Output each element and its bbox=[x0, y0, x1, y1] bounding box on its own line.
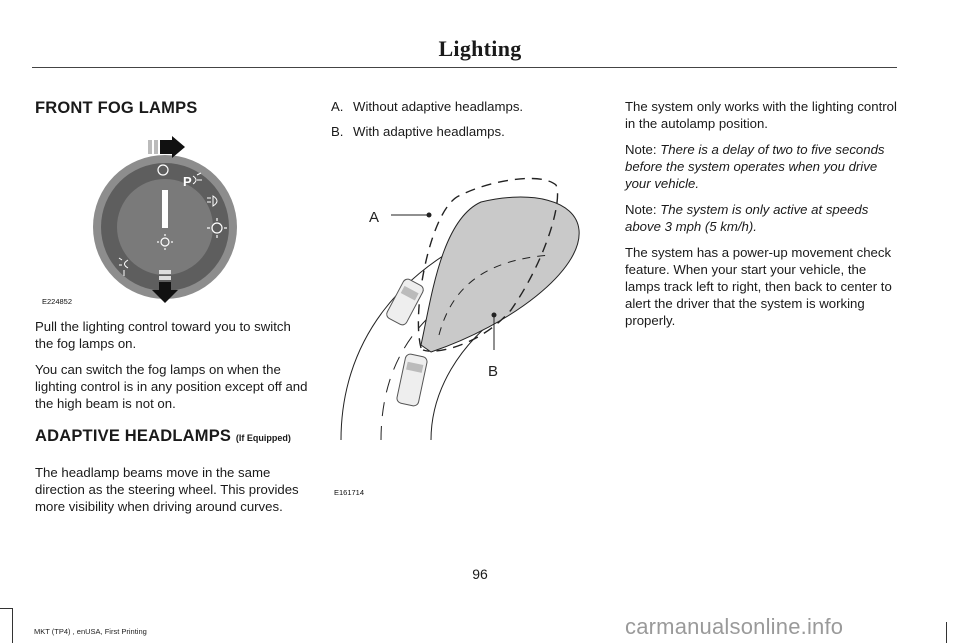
middle-column bbox=[331, 98, 606, 148]
crop-mark-left bbox=[12, 608, 13, 643]
callout-b-label: B bbox=[488, 363, 499, 380]
footer-text: MKT (TP4) , enUSA, First Printing bbox=[34, 627, 147, 636]
left-column bbox=[35, 100, 310, 117]
watermark-text: carmanualsonline.info bbox=[625, 614, 844, 639]
fog-figure-id: E224852 bbox=[42, 297, 73, 306]
note-1-text: There is a delay of two to five seconds before the system operates when you drive your vehicle. bbox=[625, 142, 885, 191]
note-1-label: Note: bbox=[625, 142, 657, 157]
list-item-b bbox=[331, 123, 606, 140]
adaptive-paragraph: The headlamp beams move in the same direction as the steering wheel. This provides more visibility when driving around curves. bbox=[35, 465, 299, 514]
note-2-label: Note: bbox=[625, 202, 657, 217]
crop-mark-right bbox=[946, 622, 947, 643]
knob-pointer bbox=[162, 190, 168, 228]
list-item-a-text: Without adaptive headlamps. bbox=[353, 99, 524, 114]
adaptive-headlamp-figure bbox=[331, 150, 611, 505]
right-paragraph-1: The system only works with the lighting control in the autolamp position. bbox=[625, 99, 897, 131]
adaptive-figure-id: E161714 bbox=[334, 488, 365, 497]
callout-b-dot bbox=[492, 313, 497, 318]
note-2 bbox=[625, 201, 897, 235]
pull-arrow-top bbox=[148, 136, 185, 158]
page-header-title: Lighting bbox=[438, 36, 522, 61]
adaptive-headlamps-heading bbox=[35, 428, 310, 447]
parking-p-icon: P bbox=[183, 174, 192, 189]
right-paragraph-2: The system has a power-up movement check feature. When your start your vehicle, the lamps track left to right, then back to center to alert the driver that the system is working properly. bbox=[625, 245, 892, 328]
callout-a-dot bbox=[427, 213, 432, 218]
vehicle-rear bbox=[396, 353, 428, 406]
right-column bbox=[625, 98, 897, 338]
list-item-a-label: A. bbox=[331, 99, 344, 114]
note-1 bbox=[625, 141, 897, 192]
callout-a-label: A bbox=[369, 209, 380, 226]
note-2-text: The system is only active at speeds above 3 mph (5 km/h). bbox=[625, 202, 869, 234]
list-item-b-text: With adaptive headlamps. bbox=[353, 124, 505, 139]
header-rule bbox=[32, 67, 897, 68]
fog-lamps-heading: FRONT FOG LAMPS bbox=[35, 99, 198, 117]
fog-lamp-control-figure bbox=[35, 130, 310, 315]
left-column-body bbox=[35, 318, 310, 524]
list-item-a bbox=[331, 98, 606, 115]
fog-paragraph-1: Pull the lighting control toward you to switch the fog lamps on. bbox=[35, 319, 291, 351]
adaptive-heading-text: ADAPTIVE HEADLAMPS bbox=[35, 427, 232, 445]
list-item-b-label: B. bbox=[331, 124, 344, 139]
page-number: 96 bbox=[472, 566, 488, 582]
fog-paragraph-2: You can switch the fog lamps on when the lighting control is in any position except off and the high beam is not on. bbox=[35, 362, 308, 411]
crop-mark-left-h bbox=[0, 608, 12, 609]
adaptive-beam-area bbox=[421, 197, 579, 352]
adaptive-heading-suffix: (If Equipped) bbox=[235, 433, 291, 443]
